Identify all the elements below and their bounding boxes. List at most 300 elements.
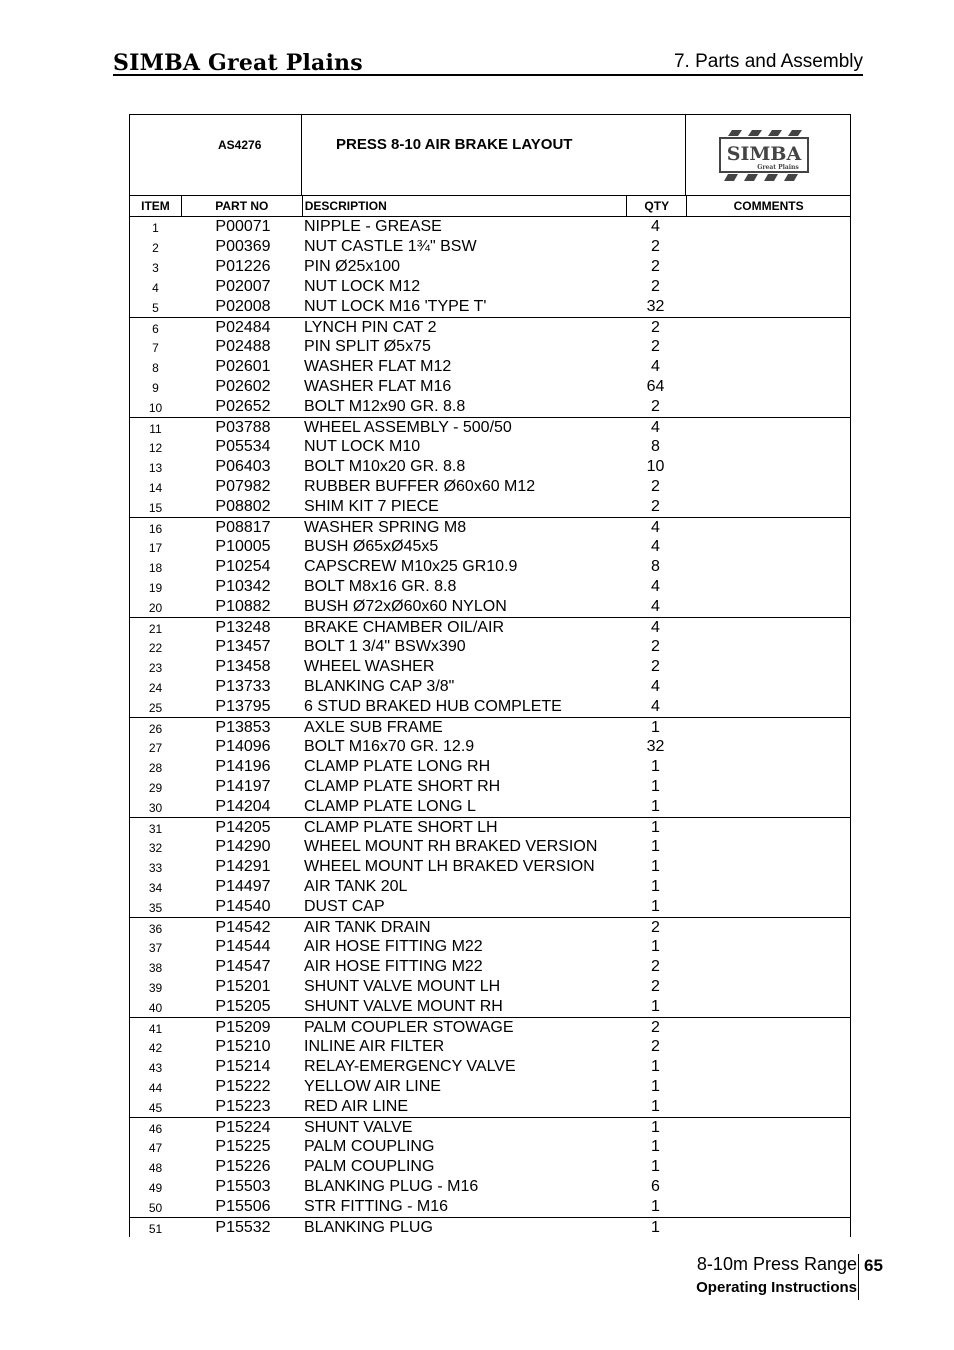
description: RED AIR LINE (304, 1098, 409, 1115)
part-number: P14196 (215, 758, 271, 775)
item-number: 19 (148, 581, 163, 595)
description: PALM COUPLING (304, 1138, 435, 1155)
part-number: P00071 (215, 218, 271, 235)
col-part-no: PART NO (182, 196, 303, 216)
part-number: P02652 (215, 398, 271, 415)
part-number: P14497 (215, 878, 271, 895)
quantity: 2 (651, 919, 660, 936)
quantity: 1 (651, 998, 660, 1015)
description: PIN SPLIT Ø5x75 (304, 338, 431, 355)
part-number: P10254 (215, 558, 271, 575)
table-row (130, 797, 850, 817)
table-row (130, 937, 850, 957)
description: YELLOW AIR LINE (304, 1078, 441, 1095)
quantity: 2 (651, 978, 660, 995)
quantity: 1 (651, 1098, 660, 1115)
item-number: 18 (148, 561, 163, 575)
table-row (130, 497, 850, 517)
description: INLINE AIR FILTER (304, 1038, 445, 1055)
item-number: 47 (148, 1141, 163, 1155)
comments (685, 757, 848, 777)
quantity: 1 (651, 898, 660, 915)
quantity: 64 (646, 378, 665, 395)
quantity: 2 (651, 1019, 660, 1036)
quantity: 2 (651, 258, 660, 275)
item-number: 16 (148, 522, 163, 536)
quantity: 4 (651, 218, 660, 235)
part-number: P02601 (215, 358, 271, 375)
quantity: 1 (651, 1158, 660, 1175)
quantity: 2 (651, 398, 660, 415)
description: CLAMP PLATE SHORT LH (304, 819, 498, 836)
table-row (130, 377, 850, 397)
item-number: 5 (152, 301, 159, 315)
assembly-code: AS4276 (218, 138, 262, 152)
table-row (130, 1157, 850, 1177)
quantity: 4 (651, 619, 660, 636)
table-row (130, 257, 850, 277)
table-row (130, 677, 850, 697)
quantity: 4 (651, 538, 660, 555)
description: CLAMP PLATE LONG RH (304, 758, 491, 775)
item-number: 4 (152, 281, 159, 295)
item-number: 41 (148, 1022, 163, 1036)
part-number: P01226 (215, 258, 271, 275)
description: NUT LOCK M10 (304, 438, 421, 455)
table-row (130, 337, 850, 357)
table-row (130, 517, 850, 537)
description: AIR TANK 20L (304, 878, 408, 895)
description: BOLT M8x16 GR. 8.8 (304, 578, 457, 595)
table-row (130, 777, 850, 797)
quantity: 4 (651, 678, 660, 695)
table-row (130, 1057, 850, 1077)
part-number: P10342 (215, 578, 271, 595)
part-number: P15210 (215, 1038, 271, 1055)
description: SHUNT VALVE MOUNT RH (304, 998, 503, 1015)
item-number: 13 (148, 461, 163, 475)
table-row (130, 277, 850, 297)
description: WASHER SPRING M8 (304, 519, 467, 536)
part-number: P15222 (215, 1078, 271, 1095)
table-row (130, 457, 850, 477)
item-number: 10 (148, 401, 163, 415)
quantity: 1 (651, 1219, 660, 1236)
table-row (130, 1077, 850, 1097)
comments (685, 237, 848, 257)
comments (685, 537, 848, 557)
item-number: 17 (148, 541, 163, 555)
comments (685, 257, 848, 277)
comments (685, 418, 848, 437)
table-row (130, 237, 850, 257)
item-number: 39 (148, 981, 163, 995)
table-row (130, 657, 850, 677)
part-number: P14205 (215, 819, 271, 836)
item-number: 36 (148, 922, 163, 936)
comments (685, 518, 848, 537)
col-comments: COMMENTS (733, 199, 804, 213)
description: SHUNT VALVE (304, 1119, 413, 1136)
part-number: P10882 (215, 598, 271, 615)
comments (685, 937, 848, 957)
description: SHUNT VALVE MOUNT LH (304, 978, 501, 995)
comments (685, 357, 848, 377)
quantity: 2 (651, 638, 660, 655)
table-row (130, 297, 850, 317)
part-number: P02488 (215, 338, 271, 355)
comments (685, 697, 848, 717)
assembly-title-cell (302, 115, 686, 195)
part-number: P14204 (215, 798, 271, 815)
part-number: P06403 (215, 458, 271, 475)
table-row (130, 857, 850, 877)
part-number: P13458 (215, 658, 271, 675)
quantity: 1 (651, 758, 660, 775)
description: CLAMP PLATE SHORT RH (304, 778, 501, 795)
description: PALM COUPLER STOWAGE (304, 1019, 514, 1036)
comments (685, 618, 848, 637)
quantity: 1 (651, 1198, 660, 1215)
part-number: P15226 (215, 1158, 271, 1175)
comments (685, 437, 848, 457)
comments (685, 1118, 848, 1137)
comments (685, 737, 848, 757)
comments (685, 818, 848, 837)
quantity: 1 (651, 798, 660, 815)
quantity: 4 (651, 419, 660, 436)
description: RELAY-EMERGENCY VALVE (304, 1058, 516, 1075)
item-number: 33 (148, 861, 163, 875)
part-number: P15205 (215, 998, 271, 1015)
quantity: 1 (651, 1078, 660, 1095)
part-number: P05534 (215, 438, 271, 455)
item-number: 21 (148, 622, 163, 636)
description: AXLE SUB FRAME (304, 719, 443, 736)
table-row (130, 637, 850, 657)
comments (685, 957, 848, 977)
item-number: 45 (148, 1101, 163, 1115)
part-number: P14547 (215, 958, 271, 975)
description: PALM COUPLING (304, 1158, 435, 1175)
description: AIR TANK DRAIN (304, 919, 431, 936)
table-row (130, 917, 850, 937)
description: BLANKING CAP 3/8" (304, 678, 455, 695)
part-number: P14197 (215, 778, 271, 795)
comments (685, 1077, 848, 1097)
table-row (130, 1177, 850, 1197)
table-header-block (129, 114, 851, 195)
part-number: P08802 (215, 498, 271, 515)
logo-word: SIMBA (726, 143, 802, 165)
comments (685, 897, 848, 917)
description: WHEEL ASSEMBLY - 500/50 (304, 419, 512, 436)
table-row (130, 437, 850, 457)
item-number: 29 (148, 781, 163, 795)
quantity: 1 (651, 719, 660, 736)
quantity: 2 (651, 338, 660, 355)
description: NUT LOCK M12 (304, 278, 421, 295)
comments (685, 397, 848, 417)
column-header-row (129, 195, 851, 217)
item-number: 25 (148, 701, 163, 715)
quantity: 4 (651, 698, 660, 715)
part-number: P07982 (215, 478, 271, 495)
footer (696, 1254, 857, 1296)
part-number: P13795 (215, 698, 271, 715)
page-number: 65 (864, 1256, 883, 1275)
quantity: 1 (651, 819, 660, 836)
description: WHEEL WASHER (304, 658, 435, 675)
description: LYNCH PIN CAT 2 (304, 319, 437, 336)
quantity: 2 (651, 958, 660, 975)
quantity: 4 (651, 598, 660, 615)
part-number: P14544 (215, 938, 271, 955)
comments (685, 657, 848, 677)
item-number: 20 (148, 601, 163, 615)
quantity: 1 (651, 1058, 660, 1075)
item-number: 43 (148, 1061, 163, 1075)
item-number: 50 (148, 1201, 163, 1215)
part-number: P03788 (215, 419, 271, 436)
quantity: 1 (651, 778, 660, 795)
description: AIR HOSE FITTING M22 (304, 958, 483, 975)
comments (685, 997, 848, 1017)
comments (685, 497, 848, 517)
part-number: P15214 (215, 1058, 271, 1075)
table-row (130, 1217, 850, 1237)
description: BLANKING PLUG - M16 (304, 1178, 479, 1195)
quantity: 10 (646, 458, 665, 475)
table-row (130, 397, 850, 417)
table-row (130, 1197, 850, 1217)
table-body (129, 217, 851, 1237)
description: WHEEL MOUNT RH BRAKED VERSION (304, 838, 598, 855)
description: BUSH Ø72xØ60x60 NYLON (304, 598, 507, 615)
table-row (130, 997, 850, 1017)
comments (685, 877, 848, 897)
item-number: 37 (148, 941, 163, 955)
description: BLANKING PLUG (304, 1219, 433, 1236)
comments (685, 1177, 848, 1197)
item-number: 8 (152, 361, 159, 375)
comments (685, 777, 848, 797)
comments (685, 1157, 848, 1177)
comments (685, 577, 848, 597)
comments (685, 1197, 848, 1217)
part-number: P13457 (215, 638, 271, 655)
item-number: 6 (152, 322, 159, 336)
item-number: 32 (148, 841, 163, 855)
item-number: 35 (148, 901, 163, 915)
description: 6 STUD BRAKED HUB COMPLETE (304, 698, 562, 715)
part-number: P15224 (215, 1119, 271, 1136)
item-number: 46 (148, 1122, 163, 1136)
description: NUT LOCK M16 'TYPE T' (304, 298, 487, 315)
quantity: 4 (651, 358, 660, 375)
part-number: P14290 (215, 838, 271, 855)
table-row (130, 597, 850, 617)
table-row (130, 1117, 850, 1137)
item-number: 11 (149, 422, 162, 436)
quantity: 2 (651, 658, 660, 675)
part-number: P15209 (215, 1019, 271, 1036)
table-row (130, 557, 850, 577)
quantity: 4 (651, 578, 660, 595)
part-number: P15223 (215, 1098, 271, 1115)
item-number: 15 (148, 501, 163, 515)
part-number: P02007 (215, 278, 271, 295)
table-row (130, 1037, 850, 1057)
description: WASHER FLAT M12 (304, 358, 452, 375)
item-number: 30 (148, 801, 163, 815)
comments (685, 457, 848, 477)
quantity: 4 (651, 519, 660, 536)
table-row (130, 577, 850, 597)
part-number: P10005 (215, 538, 271, 555)
part-number: P14096 (215, 738, 271, 755)
comments (685, 597, 848, 617)
part-number: P02484 (215, 319, 271, 336)
item-number: 22 (148, 641, 163, 655)
part-number: P15225 (215, 1138, 271, 1155)
table-row (130, 477, 850, 497)
item-number: 38 (148, 961, 163, 975)
part-number: P02008 (215, 298, 271, 315)
part-number: P13248 (215, 619, 271, 636)
quantity: 2 (651, 498, 660, 515)
comments (685, 337, 848, 357)
logo-subword: Great Plains (757, 164, 799, 171)
table-row (130, 877, 850, 897)
table-row (130, 817, 850, 837)
table-row (130, 977, 850, 997)
col-qty: QTY (627, 196, 687, 216)
quantity: 1 (651, 858, 660, 875)
table-row (130, 757, 850, 777)
description: WASHER FLAT M16 (304, 378, 452, 395)
description: DUST CAP (304, 898, 385, 915)
description: AIR HOSE FITTING M22 (304, 938, 483, 955)
comments (685, 857, 848, 877)
quantity: 1 (651, 1138, 660, 1155)
quantity: 32 (646, 738, 665, 755)
comments (685, 377, 848, 397)
part-number: P14542 (215, 919, 271, 936)
brand-logo-text: SIMBA Great Plains (113, 50, 363, 76)
quantity: 2 (651, 319, 660, 336)
part-number: P08817 (215, 519, 271, 536)
part-number: P00369 (215, 238, 271, 255)
footer-range: 8-10m Press Range (696, 1254, 857, 1274)
quantity: 1 (651, 1119, 660, 1136)
footer-divider (858, 1254, 859, 1300)
table-row (130, 897, 850, 917)
item-number: 44 (148, 1081, 163, 1095)
item-number: 34 (148, 881, 163, 895)
quantity: 1 (651, 938, 660, 955)
description: WHEEL MOUNT LH BRAKED VERSION (304, 858, 595, 875)
table-row (130, 537, 850, 557)
description: BOLT M16x70 GR. 12.9 (304, 738, 475, 755)
comments (685, 837, 848, 857)
part-number: P15201 (215, 978, 271, 995)
simba-logo-icon (718, 128, 810, 184)
quantity: 6 (651, 1178, 660, 1195)
description: BOLT M12x90 GR. 8.8 (304, 398, 466, 415)
footer-subtitle: Operating Instructions (696, 1279, 857, 1296)
quantity: 8 (651, 558, 660, 575)
table-row (130, 697, 850, 717)
part-number: P13853 (215, 719, 271, 736)
quantity: 1 (651, 838, 660, 855)
assembly-code-cell (130, 115, 302, 195)
description: BRAKE CHAMBER OIL/AIR (304, 619, 505, 636)
comments (685, 1097, 848, 1117)
item-number: 12 (148, 441, 163, 455)
comments (685, 557, 848, 577)
item-number: 7 (152, 341, 159, 355)
item-number: 24 (148, 681, 163, 695)
quantity: 2 (651, 278, 660, 295)
item-number: 2 (152, 241, 159, 255)
item-number: 1 (152, 221, 159, 235)
comments (685, 977, 848, 997)
description: RUBBER BUFFER Ø60x60 M12 (304, 478, 536, 495)
table-row (130, 1097, 850, 1117)
comments (685, 718, 848, 737)
col-item: ITEM (130, 196, 182, 216)
description: SHIM KIT 7 PIECE (304, 498, 439, 515)
parts-table (129, 114, 851, 1237)
description: NIPPLE - GREASE (304, 218, 442, 235)
table-row (130, 737, 850, 757)
part-number: P15503 (215, 1178, 271, 1195)
description: CLAMP PLATE LONG L (304, 798, 476, 815)
comments (685, 217, 848, 237)
quantity: 32 (646, 298, 665, 315)
item-number: 31 (148, 822, 163, 836)
part-number: P02602 (215, 378, 271, 395)
item-number: 27 (148, 741, 163, 755)
table-row (130, 417, 850, 437)
part-number: P13733 (215, 678, 271, 695)
table-row (130, 717, 850, 737)
description: BOLT 1 3/4" BSWx390 (304, 638, 466, 655)
item-number: 51 (148, 1222, 163, 1236)
item-number: 9 (152, 381, 159, 395)
table-row (130, 217, 850, 237)
quantity: 8 (651, 438, 660, 455)
comments (685, 1018, 848, 1037)
comments (685, 797, 848, 817)
item-number: 26 (148, 722, 163, 736)
description: CAPSCREW M10x25 GR10.9 (304, 558, 518, 575)
quantity: 2 (651, 1038, 660, 1055)
comments (685, 1057, 848, 1077)
part-number: P14540 (215, 898, 271, 915)
table-row (130, 357, 850, 377)
comments (685, 277, 848, 297)
part-number: P15506 (215, 1198, 271, 1215)
item-number: 14 (148, 481, 163, 495)
comments (685, 297, 848, 317)
part-number: P14291 (215, 858, 271, 875)
section-title: 7. Parts and Assembly (673, 51, 863, 72)
item-number: 49 (148, 1181, 163, 1195)
table-row (130, 617, 850, 637)
col-description: DESCRIPTION (303, 196, 628, 216)
